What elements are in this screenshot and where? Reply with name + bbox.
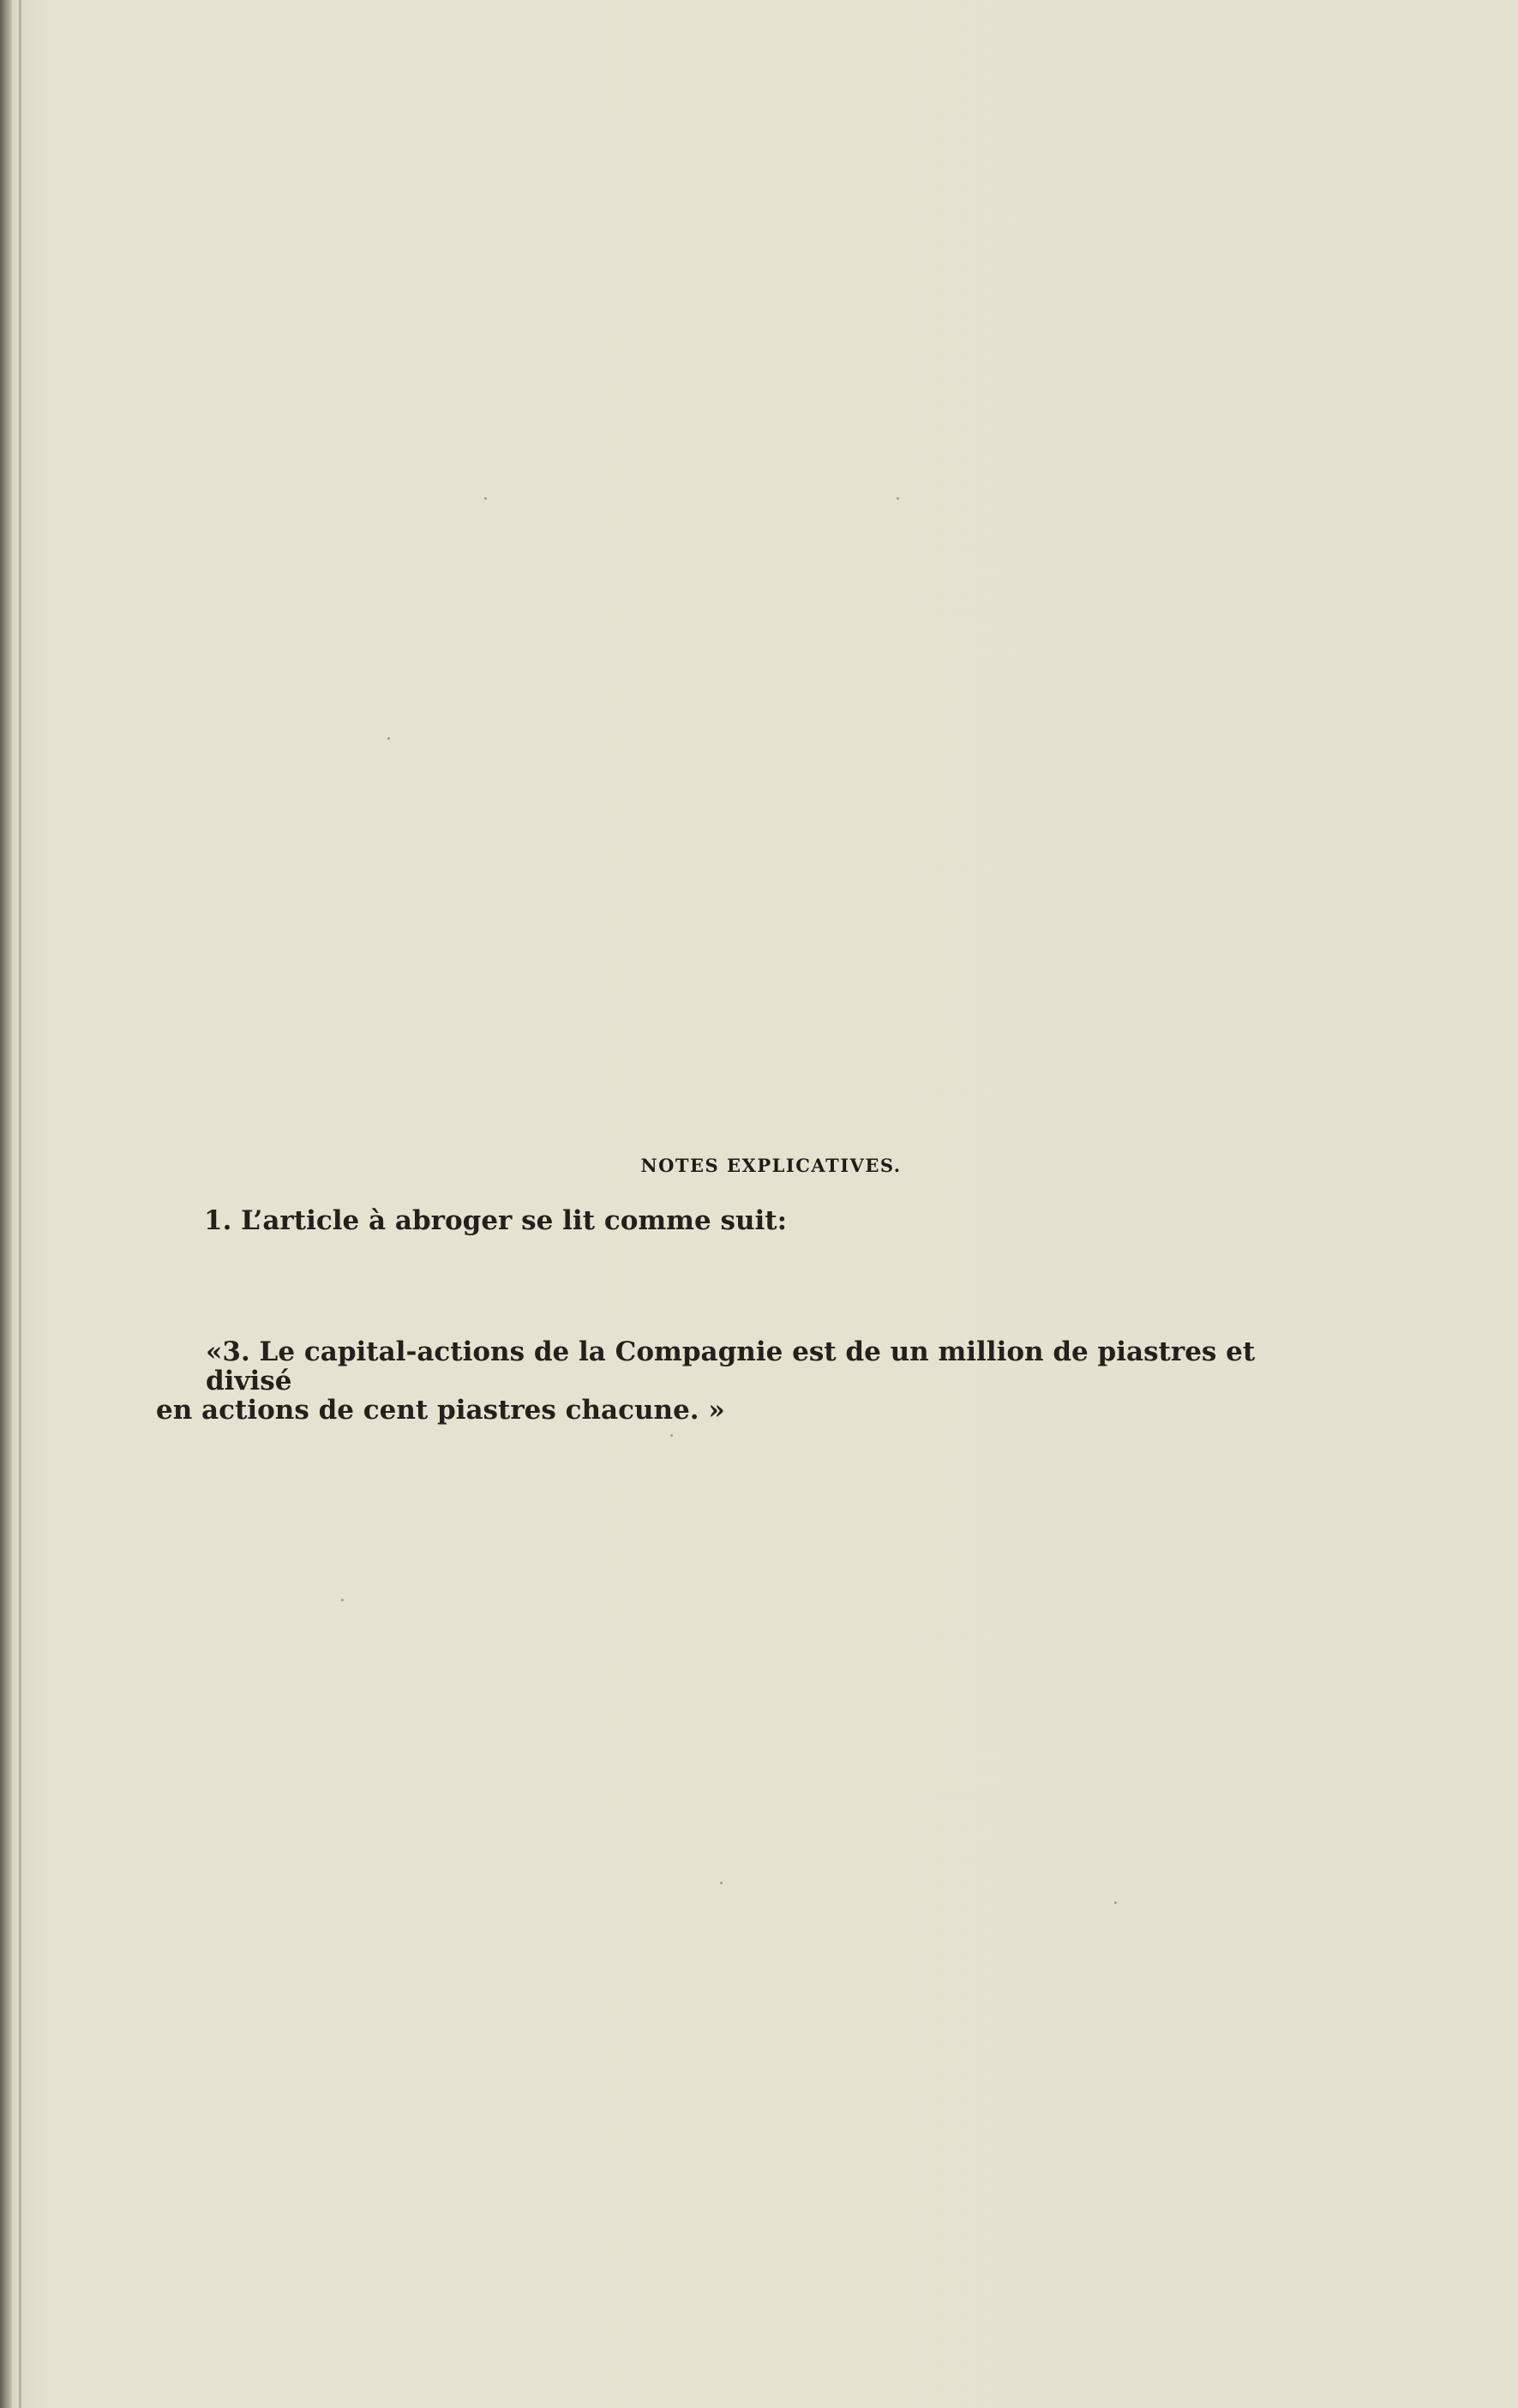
paper-speck: [484, 497, 487, 500]
quoted-article-paragraph: [156, 1337, 1262, 1425]
article-number: 3.: [222, 1336, 250, 1367]
note-number: 1.: [204, 1205, 232, 1236]
opening-quote-mark: «: [206, 1336, 223, 1367]
note-text: L’article à abroger se lit comme suit:: [241, 1205, 788, 1236]
paper-speck: [1114, 1901, 1117, 1904]
quoted-article-line-1: [156, 1337, 1262, 1396]
paper-speck: [897, 497, 899, 500]
paper-speck: [387, 737, 390, 740]
page-binding-edge: [0, 0, 12, 2408]
quoted-article-line-2: en actions de cent piastres chacune. »: [156, 1395, 725, 1426]
paper-speck: [670, 1434, 673, 1437]
note-paragraph-1: [204, 1206, 787, 1235]
paper-speck: [341, 1599, 344, 1601]
paper-speck: [720, 1882, 723, 1884]
binding-shadow-line: [19, 0, 21, 2408]
section-heading: NOTES EXPLICATIVES.: [640, 1155, 902, 1176]
quoted-article-text-1: Le capital-actions de la Compagnie est de un million de piastres et divisé: [206, 1336, 1256, 1396]
